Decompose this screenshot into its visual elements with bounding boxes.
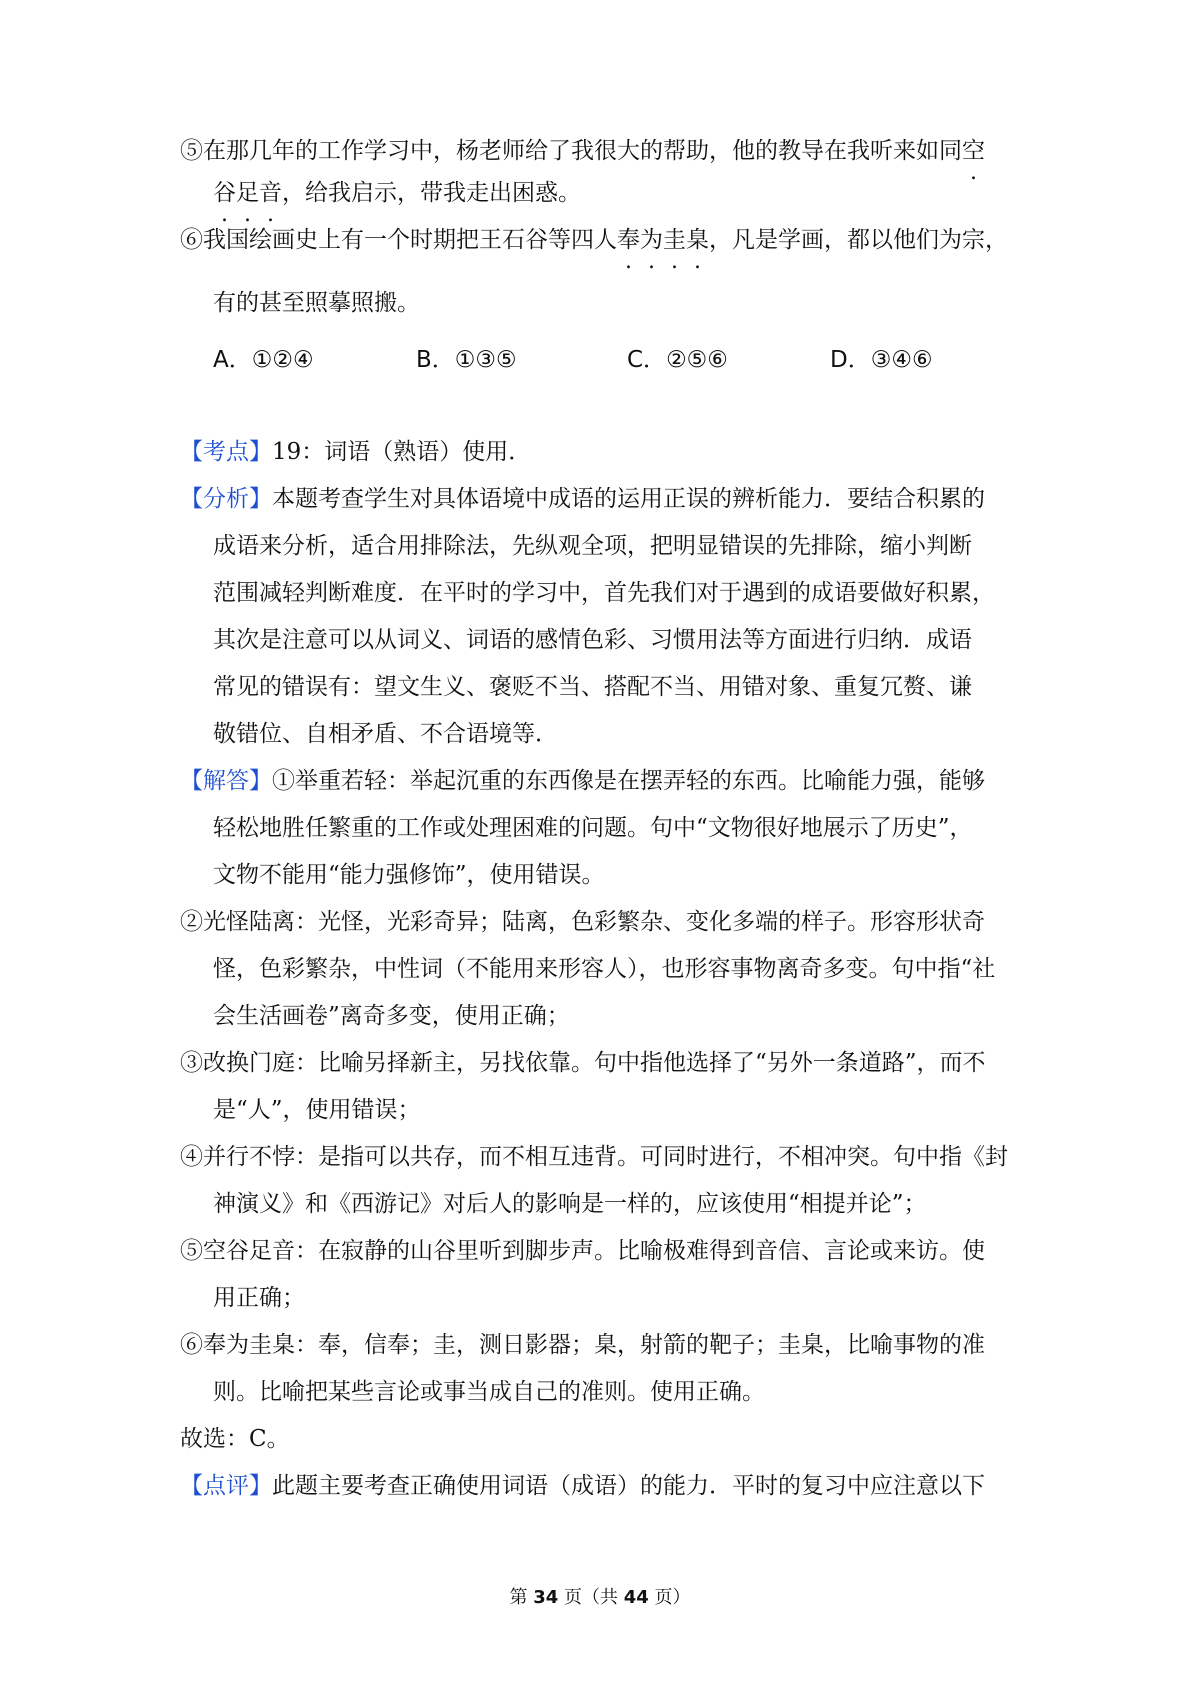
emphasis-char: 足: [236, 180, 259, 206]
option-letter: D．: [830, 347, 871, 373]
jieda-text: ①举重若轻：举起沉重的东西像是在摆弄轻的东西。比喻能力强，能够: [272, 768, 985, 794]
jieda-line-1: [180, 766, 985, 796]
kaodian-text: 19：词语（熟语）使用．: [272, 439, 532, 465]
emphasis-char: 奉: [617, 227, 640, 253]
fenxi-line-2: 成语来分析，适合用排除法，先纵观全项，把明显错误的先排除，缩小判断: [213, 533, 972, 559]
option-a[interactable]: [213, 345, 314, 375]
question-item-6-line-1: [180, 225, 1008, 255]
emphasis-char: 谷: [213, 180, 236, 206]
page-number: 34: [533, 1587, 559, 1608]
footer-prefix: 第: [509, 1587, 534, 1608]
jieda-conclusion: 故选：C。: [180, 1426, 290, 1452]
fenxi-line-1: [180, 484, 985, 514]
jieda-tag: 【解答】: [180, 768, 272, 794]
jieda-a1-line-3: 文物不能用“能力强修饰”，使用错误。: [213, 862, 605, 888]
jieda-a5-line-1: ⑤空谷足音：在寂静的山谷里听到脚步声。比喻极难得到音信、言论或来访。使: [180, 1238, 985, 1264]
emphasis-char: 圭: [663, 227, 686, 253]
jieda-a5-line-2: 用正确；: [213, 1285, 305, 1311]
emphasis-char: 为: [640, 227, 663, 253]
footer-middle: 页（共: [558, 1587, 624, 1608]
page-footer: [0, 1586, 1200, 1610]
answer-options: [213, 345, 1113, 375]
jieda-a2-line-2: 怪，色彩繁杂，中性词（不能用来形容人），也形容事物离奇多变。句中指“社: [213, 956, 996, 982]
option-value: ①②④: [251, 347, 314, 373]
question-item-6-line-2: 有的甚至照摹照搬。: [213, 290, 420, 316]
jieda-a2-line-1: ②光怪陆离：光怪，光彩奇异；陆离，色彩繁杂、变化多端的样子。形容形状奇: [180, 909, 985, 935]
kaodian-section: [180, 437, 531, 467]
emphasis-char: 空: [962, 138, 985, 164]
jieda-a6-line-2: 则。比喻把某些言论或事当成自己的准则。使用正确。: [213, 1379, 765, 1405]
emphasis-char: 臬: [686, 227, 709, 253]
option-value: ①③⑤: [454, 347, 517, 373]
fenxi-line-4: 其次是注意可以从词义、词语的感情色彩、习惯用法等方面进行归纳．成语: [213, 627, 972, 653]
question-item-5-line-1: [180, 136, 985, 166]
page-total: 44: [623, 1587, 649, 1608]
option-letter: C．: [627, 347, 667, 373]
question-item-6-text: ⑥我国绘画史上有一个时期把王石谷等四人: [180, 227, 617, 253]
jieda-a6-line-1: ⑥奉为圭臬：奉，信奉；圭，测日影器；臬，射箭的靶子；圭臬，比喻事物的准: [180, 1332, 985, 1358]
fenxi-line-5: 常见的错误有：望文生义、褒贬不当、搭配不当、用错对象、重复冗赘、谦: [213, 674, 972, 700]
jieda-a2-line-3: 会生活画卷”离奇多变，使用正确；: [213, 1003, 570, 1029]
option-value: ②⑤⑥: [666, 347, 728, 373]
option-c[interactable]: [627, 345, 728, 375]
dianping-text: 此题主要考查正确使用词语（成语）的能力．平时的复习中应注意以下: [272, 1473, 985, 1499]
option-letter: B．: [416, 347, 455, 373]
emphasis-char: 音: [259, 180, 282, 206]
kaodian-tag: 【考点】: [180, 439, 272, 465]
jieda-a3-line-1: ③改换门庭：比喻另择新主，另找依靠。句中指他选择了“另外一条道路”，而不: [180, 1050, 986, 1076]
footer-suffix: 页）: [648, 1587, 691, 1608]
jieda-a4-line-2: 神演义》和《西游记》对后人的影响是一样的，应该使用“相提并论”；: [213, 1191, 927, 1217]
fenxi-line-6: 敬错位、自相矛盾、不合语境等．: [213, 721, 558, 747]
jieda-a1-line-2: 轻松地胜任繁重的工作或处理困难的问题。句中“文物很好地展示了历史”，: [213, 815, 973, 841]
option-letter: A．: [213, 347, 252, 373]
fenxi-tag: 【分析】: [180, 486, 272, 512]
fenxi-text: 本题考查学生对具体语境中成语的运用正误的辨析能力．要结合积累的: [272, 486, 985, 512]
question-item-5-line-2: [213, 178, 581, 208]
question-item-6-text-end: ，凡是学画，都以他们为宗，: [709, 227, 1008, 253]
fenxi-line-3: 范围减轻判断难度．在平时的学习中，首先我们对于遇到的成语要做好积累，: [213, 580, 995, 606]
jieda-a4-line-1: ④并行不悖：是指可以共存，而不相互违背。可同时进行，不相冲突。句中指《封: [180, 1144, 1008, 1170]
dianping-section: [180, 1471, 985, 1501]
question-item-5-text: ⑤在那几年的工作学习中，杨老师给了我很大的帮助，他的教导在我听来如同: [180, 138, 962, 164]
option-b[interactable]: [416, 345, 517, 375]
dianping-tag: 【点评】: [180, 1473, 272, 1499]
jieda-a3-line-2: 是“人”，使用错误；: [213, 1097, 421, 1123]
option-value: ③④⑥: [870, 347, 933, 373]
question-item-5-text-end: ，给我启示，带我走出困惑。: [282, 180, 581, 206]
option-d[interactable]: [830, 345, 933, 375]
